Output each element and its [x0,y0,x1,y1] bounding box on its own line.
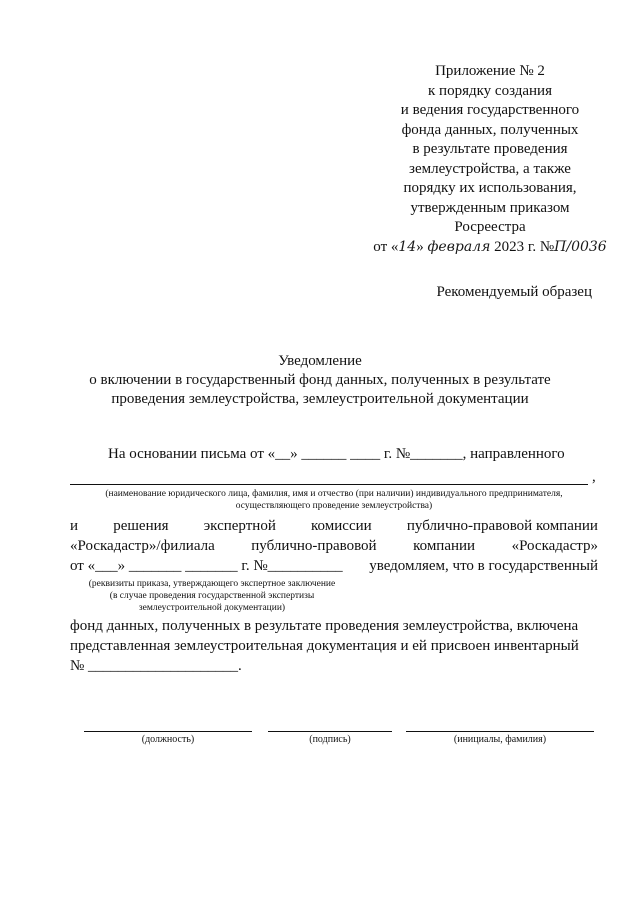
word: публично-правовой [251,538,377,554]
signature-label-signature: (подпись) [309,734,351,745]
comma: , [592,469,596,485]
body-justified-line-1 [70,518,598,535]
note-applicant [64,488,604,512]
paragraph-line-2: представленная землеустроительная документация и ей присвоен инвентарный [70,638,579,654]
appendix-line: фонда данных, полученных [401,121,579,138]
signature-label-position: (должность) [141,734,195,745]
note-line: осуществляющего проведение землеустройства) [235,501,433,511]
order-number-handwritten: П/0036 [554,238,607,255]
order-month-handwritten: февраля [427,238,491,255]
order-mid: » [416,238,428,255]
word: публично-правовой компании [406,518,598,534]
signature-line-initials [406,731,594,732]
word: «Роскадастр» [511,538,598,554]
paragraph-line-3: № ____________________. [70,658,242,674]
body-line-3 [70,558,598,575]
word: экспертной [203,518,276,534]
appendix-line: и ведения государственного [400,102,580,118]
title-line-3: проведения землеустройства, землеустроительной документации [111,391,529,407]
blank-rule-applicant [70,484,588,485]
order-prefix: от « [373,238,399,255]
title-line-1: Уведомление [278,353,362,369]
order-line [360,238,620,258]
appendix-line: Росреестра [454,219,526,235]
note-line: (реквизиты приказа, утверждающего экспертное заключение [88,579,336,589]
title-line-2: о включении в государственный фонд данных, полученных в результате [89,372,551,388]
note-line: (наименование юридического лица, фамилия, имя и отчество (при наличии) индивидуального предпринимателя, [105,489,563,499]
order-details-blank: от «___» _______ _______ г. №__________ [70,558,343,574]
word: «Роскадастр»/филиала [70,538,215,554]
notify-text: уведомляем, что в государственный [369,558,598,574]
note-line: землеустроительной документации) [138,603,286,613]
appendix-block [360,62,620,257]
appendix-line: к порядку создания [428,82,552,99]
word: комиссии [311,518,372,534]
word: решения [113,518,169,534]
paragraph-line-1: фонд данных, полученных в результате проведения землеустройства, включена [70,618,579,634]
word: компании [413,538,476,554]
signature-label-initials: (инициалы, фамилия) [453,734,547,745]
document-title [60,352,580,409]
order-day-handwritten: 14 [398,238,417,255]
appendix-line: утвержденным приказом [410,199,570,216]
basis-line: На основании письма от «__» ______ ____ г. №_______, направленного [108,446,565,462]
appendix-line: в результате проведения [412,141,568,157]
body-justified-line-2 [70,538,598,555]
note-line: (в случае проведения государственной экспертизы [109,591,315,601]
signature-line-signature [268,731,392,732]
recommended-sample-label: Рекомендуемый образец [436,284,592,300]
appendix-line: землеустройства, а также [409,160,571,177]
order-year: 2023 г. № [490,238,555,255]
appendix-line: порядку их использования, [403,180,577,196]
signature-line-position [84,731,252,732]
word: и [70,518,79,534]
appendix-line: Приложение № 2 [435,63,545,79]
note-order-details [62,578,362,614]
